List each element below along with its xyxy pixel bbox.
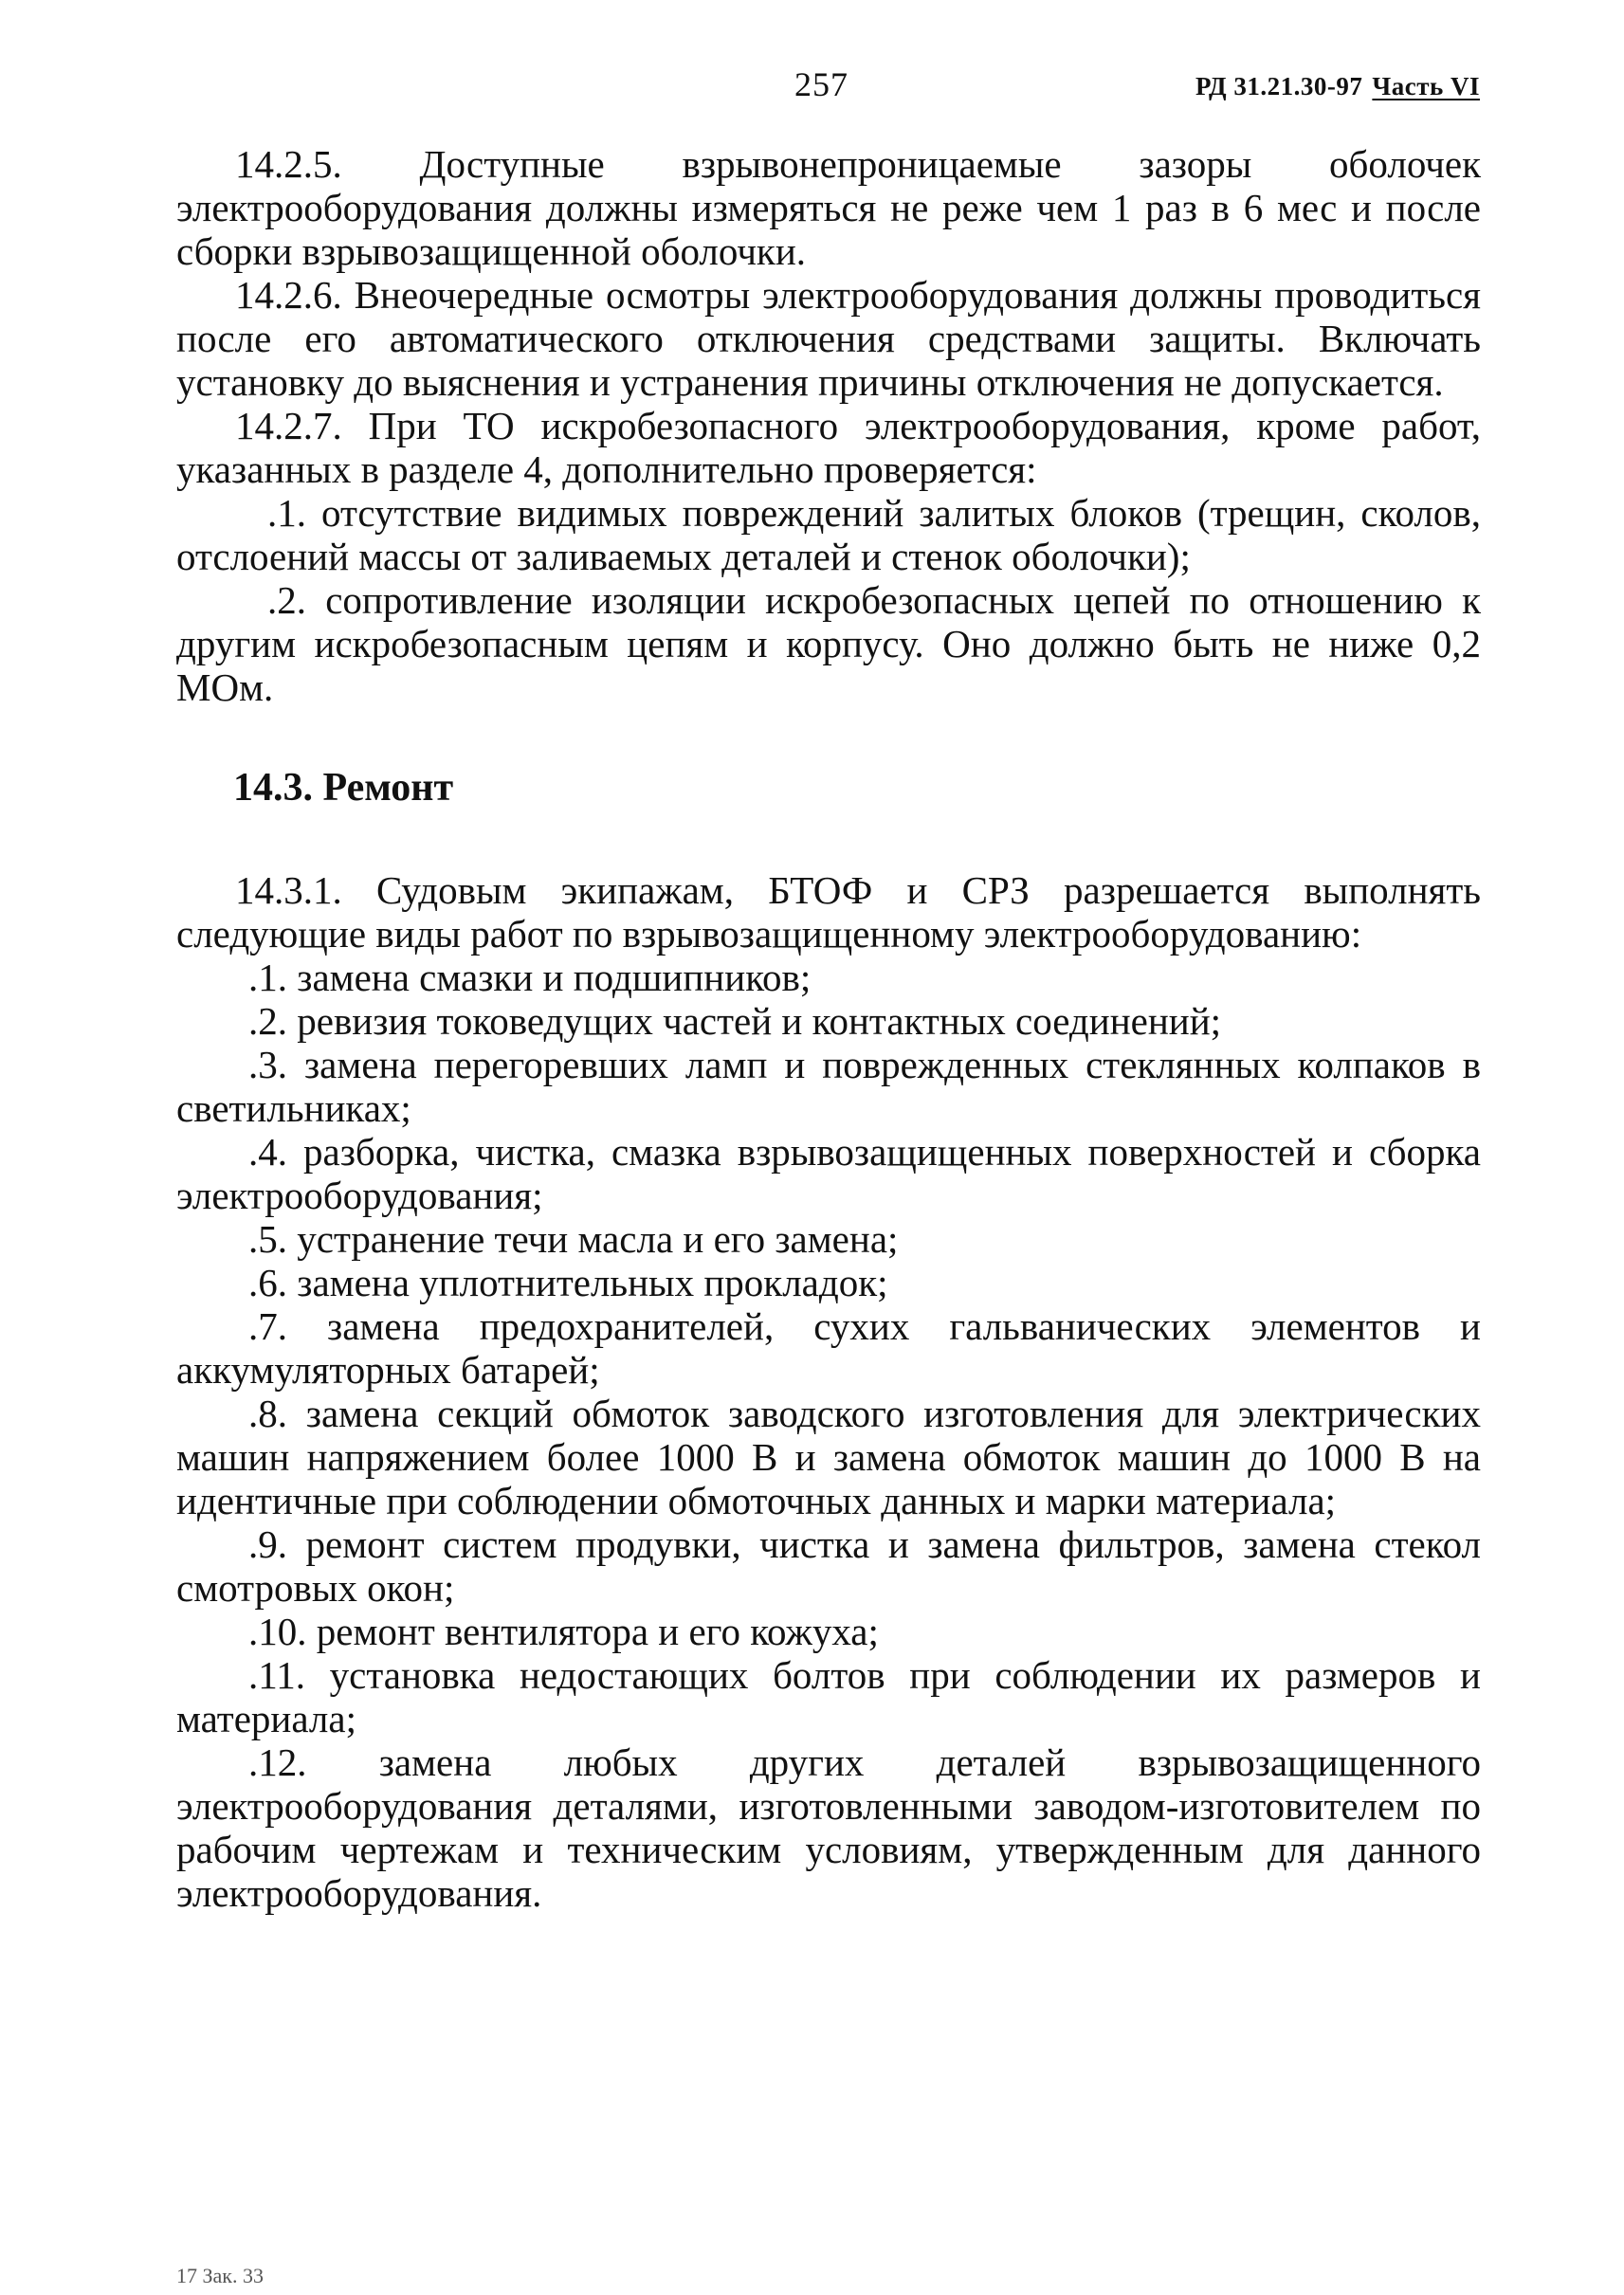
document-part: Часть VI: [1372, 72, 1480, 100]
document-reference: [1195, 72, 1480, 101]
footer-signature-mark: 17 Зак. 33: [176, 2264, 264, 2287]
list-item: .6. замена уплотнительных прокладок;: [248, 1261, 888, 1304]
list-item: .2. ревизия токоведущих частей и контактных соединений;: [248, 999, 1222, 1043]
page-body: [176, 142, 1481, 1915]
list-item: .11. установка недостающих болтов при соблюдении их размеров и материала;: [176, 1653, 1481, 1740]
list-item: .3. замена перегоревших ламп и поврежденных стеклянных колпаков в светильниках;: [176, 1043, 1481, 1130]
page-header: [0, 59, 1624, 106]
list-item: .12. замена любых других деталей взрывозащищенного электрооборудования деталями, изготовленными заводом-изготовителем по рабочим чертежам и техническим условиям, утвержденным для данного электрооборудования.: [176, 1740, 1481, 1915]
list-item: .4. разборка, чистка, смазка взрывозащищенных поверхностей и сборка электрооборудования;: [176, 1130, 1481, 1217]
list-item: .10. ремонт вентилятора и его кожуха;: [248, 1610, 879, 1653]
list-item: .1. замена смазки и подшипников;: [248, 956, 812, 999]
paragraph-14-3-1: 14.3.1. Судовым экипажам, БТОФ и СРЗ разрешается выполнять следующие виды работ по взрывозащищенному электрооборудованию:: [176, 868, 1481, 956]
list-item: .5. устранение течи масла и его замена;: [248, 1217, 899, 1261]
list-item-14-2-7-2: .2. сопротивление изоляции искробезопасных цепей по отношению к другим искробезопасным цепям и корпусу. Оно должно быть не ниже 0,2 МОм.: [176, 578, 1481, 709]
paragraph-14-2-7: 14.2.7. При ТО искробезопасного электрооборудования, кроме работ, указанных в разделе 4, дополнительно проверяется:: [176, 404, 1481, 491]
page-number: 257: [794, 65, 848, 103]
list-item: .7. замена предохранителей, сухих гальванических элементов и аккумуляторных батарей;: [176, 1304, 1481, 1392]
paragraph-14-2-6: 14.2.6. Внеочередные осмотры электрооборудования должны проводиться после его автоматического отключения средствами защиты. Включать установку до выяснения и устранения причины отключения не допускается.: [176, 273, 1481, 404]
list-item: .9. ремонт систем продувки, чистка и замена фильтров, замена стекол смотровых окон;: [176, 1522, 1481, 1610]
paragraph-14-2-5: 14.2.5. Доступные взрывонепроницаемые зазоры оболочек электрооборудования должны измеряться не реже чем 1 раз в 6 мес и после сборки взрывозащищенной оболочки.: [176, 142, 1481, 273]
list-item: .8. замена секций обмоток заводского изготовления для электрических машин напряжением более 1000 В и замена обмоток машин до 1000 В на идентичные при соблюдении обмоточных данных и марки материала;: [176, 1392, 1481, 1522]
list-item-14-2-7-1: .1. отсутствие видимых повреждений залитых блоков (трещин, сколов, отслоений массы от заливаемых деталей и стенок оболочки);: [176, 491, 1481, 578]
section-heading: 14.3. Ремонт: [233, 766, 454, 810]
document-code: РД 31.21.30-97: [1195, 72, 1363, 100]
